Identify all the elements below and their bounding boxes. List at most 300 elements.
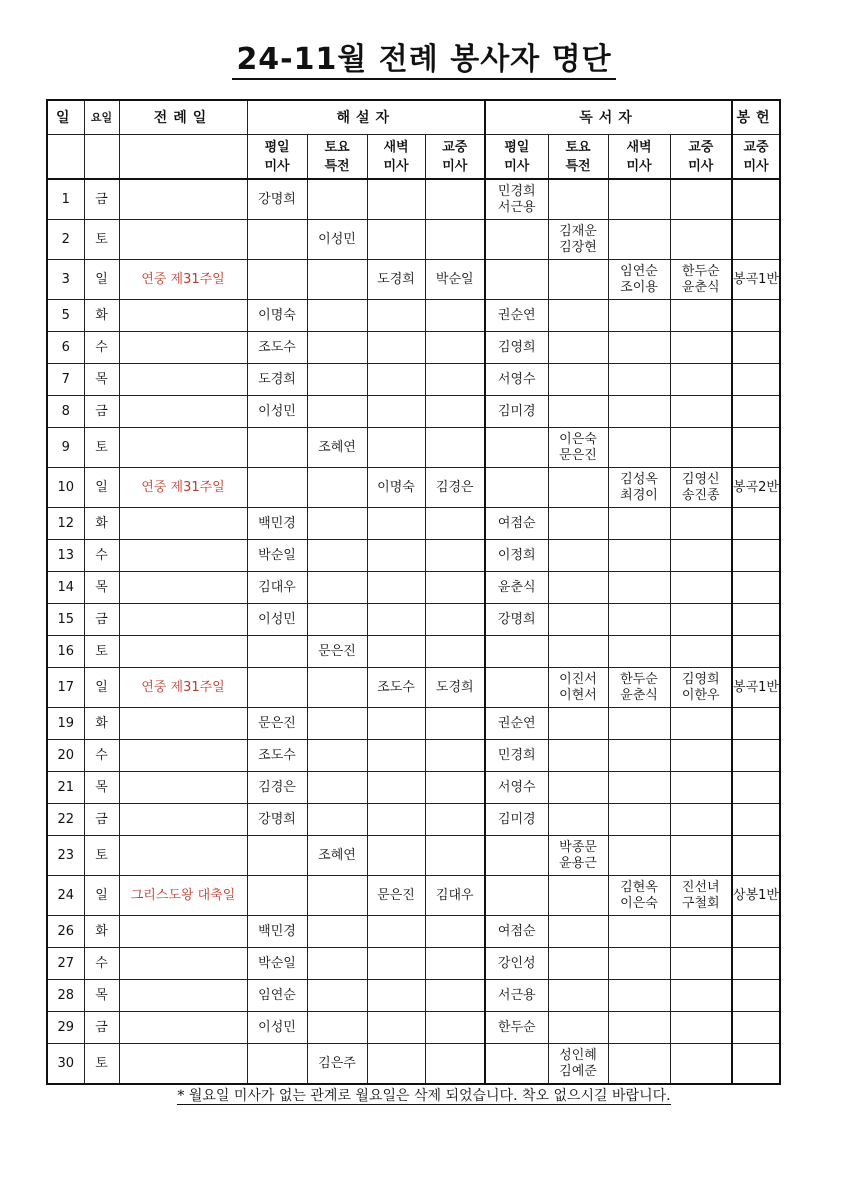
liturgy-cell (119, 948, 247, 980)
name-line: 임연순 (620, 263, 658, 279)
reader-dawn-cell (608, 396, 670, 428)
liturgy-cell: 연중 제31주일 (119, 260, 247, 300)
liturgy-cell (119, 1044, 247, 1085)
liturgy-cell (119, 220, 247, 260)
offering-cell: 봉곡1반 (732, 668, 780, 708)
subheader-r-weekday (485, 135, 548, 180)
reader-dawn-cell (608, 804, 670, 836)
liturgy-cell: 연중 제31주일 (119, 668, 247, 708)
offering-cell (732, 636, 780, 668)
name-line: 송진종 (681, 487, 720, 503)
weekday-cell: 토 (84, 220, 119, 260)
name-line: 이한우 (681, 687, 720, 703)
offering-cell (732, 804, 780, 836)
roster-row (47, 804, 780, 836)
day-cell: 24 (47, 876, 84, 916)
weekday-cell: 화 (84, 916, 119, 948)
commentator-dawn-cell (367, 804, 425, 836)
subheader-c-main (425, 135, 485, 180)
commentator-weekday-cell: 이성민 (247, 396, 307, 428)
commentator-saturday-cell: 문은진 (307, 636, 367, 668)
reader-saturday-cell (548, 772, 608, 804)
reader-saturday-cell (548, 1012, 608, 1044)
subheader-line: 새벽 (626, 139, 652, 155)
liturgy-cell (119, 604, 247, 636)
footnote (0, 1085, 848, 1105)
reader-saturday-cell (548, 428, 608, 468)
subheader-c-sat (307, 135, 367, 180)
page-title-text: 24-11월 전례 봉사자 명단 (232, 42, 615, 80)
name-line: 윤용근 (559, 855, 597, 871)
commentator-saturday-cell (307, 1012, 367, 1044)
reader-dawn-cell (608, 916, 670, 948)
day-cell: 16 (47, 636, 84, 668)
commentator-main-cell (425, 980, 485, 1012)
commentator-saturday-cell (307, 260, 367, 300)
commentator-saturday-cell (307, 772, 367, 804)
name-line: 이진서 (559, 671, 597, 687)
commentator-weekday-cell (247, 876, 307, 916)
reader-weekday-cell (485, 179, 548, 220)
commentator-main-cell (425, 428, 485, 468)
page-title (0, 34, 848, 78)
subheader-line: 평일 (264, 139, 290, 155)
reader-weekday-cell: 강명희 (485, 604, 548, 636)
reader-dawn-cell (608, 604, 670, 636)
commentator-weekday-cell: 강명희 (247, 179, 307, 220)
offering-cell (732, 916, 780, 948)
weekday-cell: 토 (84, 428, 119, 468)
day-cell: 14 (47, 572, 84, 604)
roster-row (47, 260, 780, 300)
subheader-offering (732, 135, 780, 180)
commentator-main-cell: 박순일 (425, 260, 485, 300)
commentator-main-cell (425, 604, 485, 636)
reader-dawn-cell (608, 179, 670, 220)
commentator-main-cell (425, 332, 485, 364)
reader-dawn-cell (608, 668, 670, 708)
roster-row (47, 740, 780, 772)
reader-weekday-cell: 김영희 (485, 332, 548, 364)
reader-dawn-cell (608, 468, 670, 508)
roster-row (47, 572, 780, 604)
offering-cell (732, 1012, 780, 1044)
commentator-main-cell (425, 300, 485, 332)
reader-saturday-cell (548, 1044, 608, 1085)
reader-weekday-cell: 윤춘식 (485, 572, 548, 604)
header-day: 일 (47, 100, 84, 135)
offering-cell (732, 604, 780, 636)
day-cell: 21 (47, 772, 84, 804)
commentator-main-cell: 도경희 (425, 668, 485, 708)
reader-weekday-cell (485, 220, 548, 260)
day-cell: 12 (47, 508, 84, 540)
commentator-weekday-cell: 박순일 (247, 948, 307, 980)
weekday-cell: 토 (84, 1044, 119, 1085)
header-liturgy: 전례일 (119, 100, 247, 135)
reader-saturday-cell (548, 220, 608, 260)
reader-weekday-cell: 권순연 (485, 300, 548, 332)
commentator-weekday-cell: 이명숙 (247, 300, 307, 332)
weekday-cell: 금 (84, 396, 119, 428)
offering-cell (732, 540, 780, 572)
name-line: 한두순 (681, 263, 720, 279)
weekday-cell: 일 (84, 260, 119, 300)
subheader-line: 미사 (264, 158, 290, 174)
offering-cell (732, 300, 780, 332)
liturgy-cell (119, 804, 247, 836)
subheader-line: 미사 (626, 158, 652, 174)
subheader-line: 특전 (324, 158, 350, 174)
commentator-saturday-cell (307, 740, 367, 772)
liturgy-cell (119, 740, 247, 772)
day-cell: 27 (47, 948, 84, 980)
roster-row (47, 1044, 780, 1085)
reader-main-cell (670, 980, 732, 1012)
name-line: 민경희 (497, 183, 536, 199)
subheader-row (47, 135, 780, 180)
day-cell: 29 (47, 1012, 84, 1044)
subheader-blank (84, 135, 119, 180)
reader-main-cell (670, 636, 732, 668)
header-commentator: 해설자 (247, 100, 485, 135)
roster-row (47, 396, 780, 428)
day-cell: 26 (47, 916, 84, 948)
day-cell: 10 (47, 468, 84, 508)
reader-weekday-cell: 서근용 (485, 980, 548, 1012)
reader-weekday-cell: 강인성 (485, 948, 548, 980)
commentator-weekday-cell: 강명희 (247, 804, 307, 836)
commentator-saturday-cell (307, 948, 367, 980)
offering-cell (732, 708, 780, 740)
commentator-weekday-cell: 김대우 (247, 572, 307, 604)
reader-dawn-cell (608, 708, 670, 740)
reader-dawn-cell (608, 1044, 670, 1085)
offering-cell: 상봉1반 (732, 876, 780, 916)
reader-weekday-cell: 민경희 (485, 740, 548, 772)
day-cell: 17 (47, 668, 84, 708)
commentator-main-cell (425, 396, 485, 428)
commentator-weekday-cell: 도경희 (247, 364, 307, 396)
name-line: 윤춘식 (620, 687, 658, 703)
reader-weekday-cell: 여점순 (485, 916, 548, 948)
reader-dawn-cell (608, 540, 670, 572)
reader-main-cell (670, 804, 732, 836)
offering-cell (732, 1044, 780, 1085)
roster-row (47, 332, 780, 364)
roster-row (47, 916, 780, 948)
weekday-cell: 일 (84, 468, 119, 508)
name-line: 박종문 (559, 839, 597, 855)
reader-dawn-cell (608, 428, 670, 468)
name-line: 이현서 (559, 687, 597, 703)
reader-dawn-cell (608, 980, 670, 1012)
liturgy-cell (119, 1012, 247, 1044)
weekday-cell: 수 (84, 332, 119, 364)
commentator-weekday-cell (247, 260, 307, 300)
reader-saturday-cell (548, 508, 608, 540)
subheader-r-sat (548, 135, 608, 180)
day-cell: 15 (47, 604, 84, 636)
reader-dawn-cell (608, 364, 670, 396)
reader-main-cell (670, 1044, 732, 1085)
reader-saturday-cell (548, 332, 608, 364)
commentator-weekday-cell (247, 636, 307, 668)
reader-saturday-cell (548, 540, 608, 572)
commentator-weekday-cell: 박순일 (247, 540, 307, 572)
weekday-cell: 수 (84, 948, 119, 980)
subheader-line: 미사 (383, 158, 409, 174)
roster-row (47, 508, 780, 540)
subheader-line: 특전 (565, 158, 591, 174)
commentator-saturday-cell (307, 540, 367, 572)
offering-cell (732, 508, 780, 540)
commentator-weekday-cell (247, 1044, 307, 1085)
roster-row (47, 220, 780, 260)
reader-saturday-cell (548, 708, 608, 740)
reader-dawn-cell (608, 1012, 670, 1044)
liturgy-cell (119, 364, 247, 396)
commentator-dawn-cell (367, 604, 425, 636)
reader-dawn-cell (608, 740, 670, 772)
commentator-dawn-cell (367, 916, 425, 948)
commentator-dawn-cell (367, 540, 425, 572)
subheader-line: 교중 (442, 139, 468, 155)
roster-row (47, 604, 780, 636)
name-line: 조이용 (620, 279, 658, 295)
subheader-r-dawn (608, 135, 670, 180)
liturgy-cell (119, 300, 247, 332)
roster-row (47, 468, 780, 508)
commentator-weekday-cell: 백민경 (247, 508, 307, 540)
liturgy-cell (119, 179, 247, 220)
weekday-cell: 토 (84, 636, 119, 668)
reader-weekday-cell (485, 1044, 548, 1085)
day-cell: 3 (47, 260, 84, 300)
commentator-dawn-cell (367, 836, 425, 876)
day-cell: 22 (47, 804, 84, 836)
commentator-main-cell (425, 772, 485, 804)
commentator-main-cell (425, 804, 485, 836)
subheader-line: 미사 (688, 158, 714, 174)
weekday-cell: 금 (84, 804, 119, 836)
subheader-line: 교중 (688, 139, 714, 155)
reader-main-cell (670, 876, 732, 916)
offering-cell (732, 948, 780, 980)
reader-saturday-cell (548, 980, 608, 1012)
day-cell: 1 (47, 179, 84, 220)
commentator-main-cell: 김경은 (425, 468, 485, 508)
commentator-weekday-cell (247, 428, 307, 468)
commentator-weekday-cell: 이성민 (247, 1012, 307, 1044)
subheader-blank (119, 135, 247, 180)
commentator-dawn-cell (367, 948, 425, 980)
name-line: 이은숙 (559, 431, 597, 447)
reader-saturday-cell (548, 668, 608, 708)
commentator-saturday-cell: 이성민 (307, 220, 367, 260)
reader-dawn-cell (608, 836, 670, 876)
name-line: 성인혜 (559, 1047, 597, 1063)
commentator-weekday-cell: 조도수 (247, 740, 307, 772)
reader-main-cell (670, 836, 732, 876)
name-line: 서근용 (497, 199, 536, 215)
commentator-main-cell: 김대우 (425, 876, 485, 916)
commentator-dawn-cell: 조도수 (367, 668, 425, 708)
day-cell: 13 (47, 540, 84, 572)
day-cell: 19 (47, 708, 84, 740)
reader-saturday-cell (548, 836, 608, 876)
commentator-weekday-cell: 문은진 (247, 708, 307, 740)
commentator-saturday-cell (307, 364, 367, 396)
reader-main-cell (670, 604, 732, 636)
reader-saturday-cell (548, 804, 608, 836)
name-line: 진선녀 (681, 879, 720, 895)
commentator-saturday-cell (307, 668, 367, 708)
commentator-dawn-cell (367, 364, 425, 396)
commentator-saturday-cell (307, 572, 367, 604)
reader-weekday-cell (485, 636, 548, 668)
commentator-weekday-cell: 백민경 (247, 916, 307, 948)
reader-weekday-cell: 권순연 (485, 708, 548, 740)
day-cell: 6 (47, 332, 84, 364)
reader-main-cell (670, 396, 732, 428)
reader-main-cell (670, 740, 732, 772)
reader-main-cell (670, 364, 732, 396)
liturgy-cell (119, 708, 247, 740)
day-cell: 2 (47, 220, 84, 260)
reader-saturday-cell (548, 179, 608, 220)
commentator-saturday-cell: 김은주 (307, 1044, 367, 1085)
commentator-main-cell (425, 916, 485, 948)
reader-weekday-cell: 김미경 (485, 804, 548, 836)
offering-cell (732, 179, 780, 220)
reader-weekday-cell (485, 468, 548, 508)
name-line: 김영희 (681, 671, 720, 687)
commentator-weekday-cell (247, 220, 307, 260)
reader-weekday-cell: 여점순 (485, 508, 548, 540)
reader-main-cell (670, 1012, 732, 1044)
commentator-dawn-cell (367, 428, 425, 468)
reader-weekday-cell (485, 668, 548, 708)
weekday-cell: 토 (84, 836, 119, 876)
subheader-c-weekday (247, 135, 307, 180)
day-cell: 7 (47, 364, 84, 396)
weekday-cell: 금 (84, 179, 119, 220)
name-line: 이은숙 (620, 895, 658, 911)
day-cell: 8 (47, 396, 84, 428)
weekday-cell: 화 (84, 508, 119, 540)
commentator-dawn-cell (367, 708, 425, 740)
reader-main-cell (670, 300, 732, 332)
reader-main-cell (670, 179, 732, 220)
weekday-cell: 화 (84, 300, 119, 332)
roster-row (47, 636, 780, 668)
reader-weekday-cell: 서영수 (485, 364, 548, 396)
commentator-saturday-cell (307, 916, 367, 948)
offering-cell (732, 332, 780, 364)
weekday-cell: 일 (84, 668, 119, 708)
offering-cell: 봉곡1반 (732, 260, 780, 300)
commentator-saturday-cell (307, 468, 367, 508)
subheader-line: 미사 (743, 158, 769, 174)
name-line: 김장현 (559, 239, 597, 255)
commentator-weekday-cell: 임연순 (247, 980, 307, 1012)
reader-dawn-cell (608, 948, 670, 980)
subheader-line: 토요 (324, 139, 350, 155)
weekday-cell: 목 (84, 572, 119, 604)
name-line: 윤춘식 (681, 279, 720, 295)
commentator-saturday-cell (307, 179, 367, 220)
subheader-c-dawn (367, 135, 425, 180)
subheader-r-main (670, 135, 732, 180)
reader-weekday-cell (485, 428, 548, 468)
reader-dawn-cell (608, 772, 670, 804)
liturgy-cell (119, 572, 247, 604)
reader-saturday-cell (548, 916, 608, 948)
reader-saturday-cell (548, 260, 608, 300)
reader-dawn-cell (608, 876, 670, 916)
roster-row (47, 540, 780, 572)
commentator-dawn-cell: 도경희 (367, 260, 425, 300)
reader-main-cell (670, 220, 732, 260)
commentator-dawn-cell (367, 772, 425, 804)
commentator-saturday-cell (307, 604, 367, 636)
reader-saturday-cell (548, 364, 608, 396)
weekday-cell: 금 (84, 604, 119, 636)
commentator-dawn-cell (367, 508, 425, 540)
reader-dawn-cell (608, 636, 670, 668)
commentator-dawn-cell (367, 1012, 425, 1044)
commentator-main-cell (425, 220, 485, 260)
commentator-main-cell (425, 1012, 485, 1044)
roster-row (47, 179, 780, 220)
reader-saturday-cell (548, 468, 608, 508)
roster-row (47, 708, 780, 740)
header-reader: 독서자 (485, 100, 732, 135)
offering-cell (732, 428, 780, 468)
subheader-line: 새벽 (383, 139, 409, 155)
offering-cell (732, 740, 780, 772)
commentator-main-cell (425, 708, 485, 740)
commentator-saturday-cell (307, 980, 367, 1012)
commentator-main-cell (425, 836, 485, 876)
roster-row (47, 428, 780, 468)
reader-main-cell (670, 916, 732, 948)
commentator-main-cell (425, 1044, 485, 1085)
reader-dawn-cell (608, 508, 670, 540)
roster-row (47, 836, 780, 876)
day-cell: 23 (47, 836, 84, 876)
commentator-main-cell (425, 740, 485, 772)
commentator-dawn-cell (367, 396, 425, 428)
reader-weekday-cell: 서영수 (485, 772, 548, 804)
reader-dawn-cell (608, 572, 670, 604)
reader-weekday-cell (485, 836, 548, 876)
offering-cell (732, 836, 780, 876)
commentator-weekday-cell: 조도수 (247, 332, 307, 364)
reader-saturday-cell (548, 396, 608, 428)
commentator-saturday-cell (307, 804, 367, 836)
commentator-main-cell (425, 508, 485, 540)
weekday-cell: 목 (84, 772, 119, 804)
weekday-cell: 금 (84, 1012, 119, 1044)
reader-main-cell (670, 772, 732, 804)
roster-row (47, 980, 780, 1012)
offering-cell (732, 980, 780, 1012)
name-line: 김재운 (559, 223, 597, 239)
reader-weekday-cell (485, 876, 548, 916)
offering-cell (732, 772, 780, 804)
